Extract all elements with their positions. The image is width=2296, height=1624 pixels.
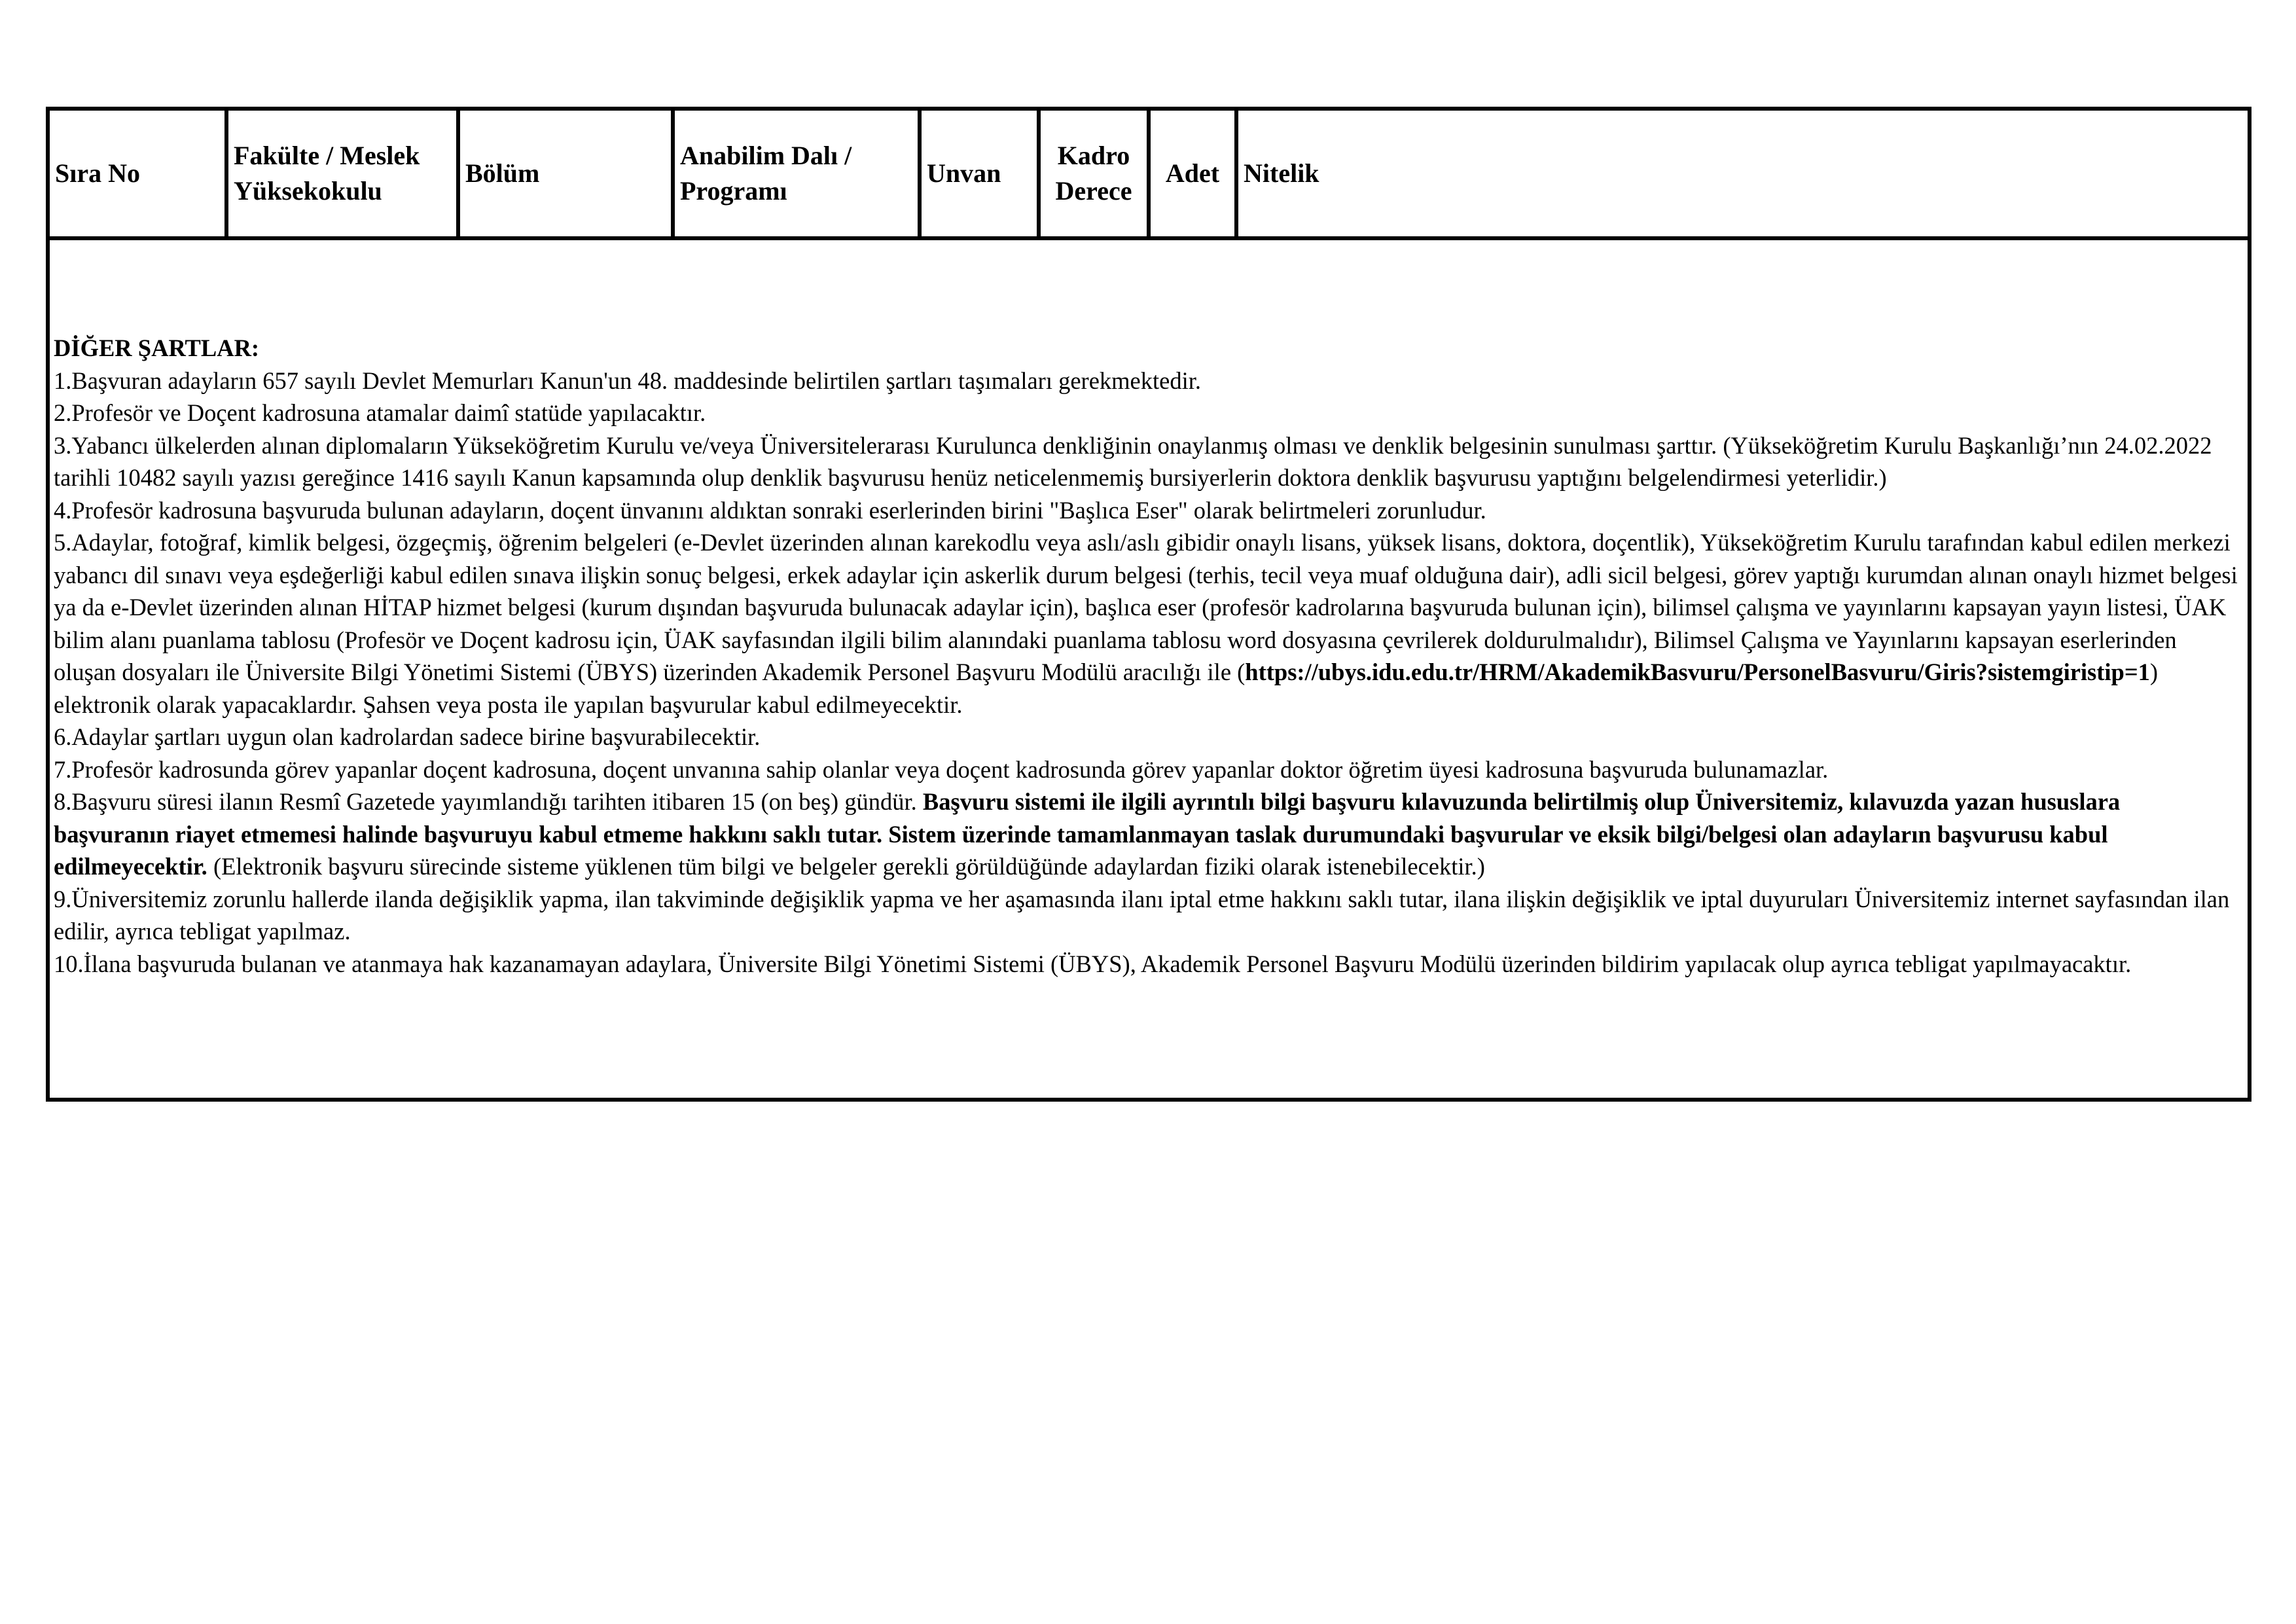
- header-sira-no: Sıra No: [50, 111, 228, 236]
- header-unvan: Unvan: [922, 111, 1041, 236]
- header-kadro-derece: Kadro Derece: [1041, 111, 1151, 236]
- condition-item-3: 3.Yabancı ülkelerden alınan diplomaların Yükseköğretim Kurulu ve/veya Üniversitelerarası Kurulunca denkliğinin onaylanmış olması ve denklik belgesinin sunulması şarttır. (Yükseköğretim Kurulu Başkanlığı’nın 24.02.2022 tarihli 10482 sayılı yazısı gereğince 1416 sayılı Kanun kapsamında olup denklik başvurusu henüz neticelenmemiş bursiyerlerin doktora denklik başvurusu yaptığını belgelendirmesi yeterlidir.): [54, 431, 2212, 491]
- condition-item-2: 2.Profesör ve Doçent kadrosuna atamalar daimî statüde yapılacaktır.: [54, 399, 706, 426]
- conditions-title: DİĞER ŞARTLAR:: [54, 334, 260, 361]
- condition-item-8-bold: Başvuru sistemi ile ilgili ayrıntılı bilgi başvuru kılavuzunda belirtilmiş olup Üniversitemiz, kılavuzda yazan hususlara başvuranın riayet etmemesi halinde başvuruyu kabul etmeme hakkını saklı tutar. Sistem üzerinde tamamlanmayan taslak durumundaki başvurular ve eksik bilgi/belgesi olan adayların başvurusu kabul edilmeyecektir.: [54, 788, 2121, 880]
- header-bolum: Bölüm: [460, 111, 675, 236]
- condition-item-8-text: 8.Başvuru süresi ilanın Resmî Gazetede yayımlandığı tarihten itibaren 15 (on beş) gündür.: [54, 788, 923, 815]
- condition-item-8: [54, 785, 2238, 883]
- header-nitelik: Nitelik: [1244, 158, 1319, 188]
- condition-item-1: 1.Başvuran adayların 657 sayılı Devlet Memurları Kanun'un 48. maddesinde belirtilen şartları taşımaları gerekmektedir.: [54, 367, 1201, 394]
- condition-item-10: 10.İlana başvuruda bulanan ve atanmaya hak kazanamayan adaylara, Üniversite Bilgi Yönetimi Sistemi (ÜBYS), Akademik Personel Başvuru Modülü üzerinden bildirim yapılacak olup ayrıca tebligat yapılmayacaktır.: [54, 950, 2132, 977]
- condition-item-9: 9.Üniversitemiz zorunlu hallerde ilanda değişiklik yapma, ilan takviminde değişiklik yapma ve her aşamasında ilanı iptal etme hakkını saklı tutar, ilana ilişkin değişiklik ve iptal duyuruları Üniversitemiz internet sayfasından ilan edilir, ayrıca tebligat yapılmaz.: [54, 885, 2230, 945]
- application-link[interactable]: https://ubys.idu.edu.tr/HRM/AkademikBasvuru/PersonelBasvuru/Giris?sistemgiristip=1: [1245, 659, 2150, 685]
- header-adet: Adet: [1151, 111, 1238, 236]
- condition-item-5: [54, 526, 2238, 721]
- condition-item-4: 4.Profesör kadrosuna başvuruda bulunan adayların, doçent ünvanını aldıktan sonraki eserlerinden birini "Başlıca Eser" olarak belirtmeleri zorunludur.: [54, 496, 1486, 524]
- condition-item-7: 7.Profesör kadrosunda görev yapanlar doçent kadrosuna, doçent unvanına sahip olanlar veya doçent kadrosunda görev yapanlar doktor öğretim üyesi kadrosuna başvuruda bulunamazlar.: [54, 755, 1829, 783]
- condition-item-8-text-end: (Elektronik başvuru sürecinde sisteme yüklenen tüm bilgi ve belgeler gerekli görüldüğünde adaylardan fiziki olarak istenebilecektir.): [207, 853, 1485, 880]
- condition-item-6: 6.Adaylar şartları uygun olan kadrolardan sadece birine başvurabilecektir.: [54, 723, 761, 750]
- table-header-row: [50, 111, 2248, 240]
- condition-item-5-text: 5.Adaylar, fotoğraf, kimlik belgesi, özgeçmiş, öğrenim belgeleri (e-Devlet üzerinden alınan karekodlu veya aslı/aslı gibidir onaylı lisans, yüksek lisans, doktora, doçentlik), Yükseköğretim Kurulu tarafından kabul edilen merkezi yabancı dil sınavı veya eşdeğerliği kabul edilen sınava ilişkin sonuç belgesi, erkek adaylar için askerlik durum belgesi (terhis, tecil veya muaf olduğuna dair), adli sicil belgesi, görev yaptığı kurumdan alınan onaylı hizmet belgesi ya da e-Devlet üzerinden alınan HİTAP hizmet belgesi (kurum dışından başvuruda bulunacak adaylar için), başlıca eser (profesör kadrolarına başvuruda bulunan için), bilimsel çalışma ve yayınlarını kapsayan yayın listesi, ÜAK bilim alanı puanlama tablosu (Profesör ve Doçent kadrosu için, ÜAK sayfasından ilgili bilim alanındaki puanlama tablosu word dosyasına çevrilerek doldurulmalıdır), Bilimsel Çalışma ve Yayınlarını kapsayan eserlerinden oluşan dosyaları ile Üniversite Bilgi Yönetimi Sistemi (ÜBYS) üzerinden Akademik Personel Başvuru Modülü aracılığı ile (: [54, 529, 2238, 685]
- announcement-table: [46, 107, 2251, 1102]
- condition-item-5-text-end: ) elektronik olarak yapacaklardır. Şahsen veya posta ile yapılan başvurular kabul edilmeyecektir.: [54, 659, 2159, 718]
- header-anabilim-dali: Anabilim Dalı / Programı: [675, 111, 922, 236]
- header-fakulte: Fakülte / Meslek Yüksekokulu: [228, 111, 460, 236]
- conditions-section: [50, 240, 2248, 1098]
